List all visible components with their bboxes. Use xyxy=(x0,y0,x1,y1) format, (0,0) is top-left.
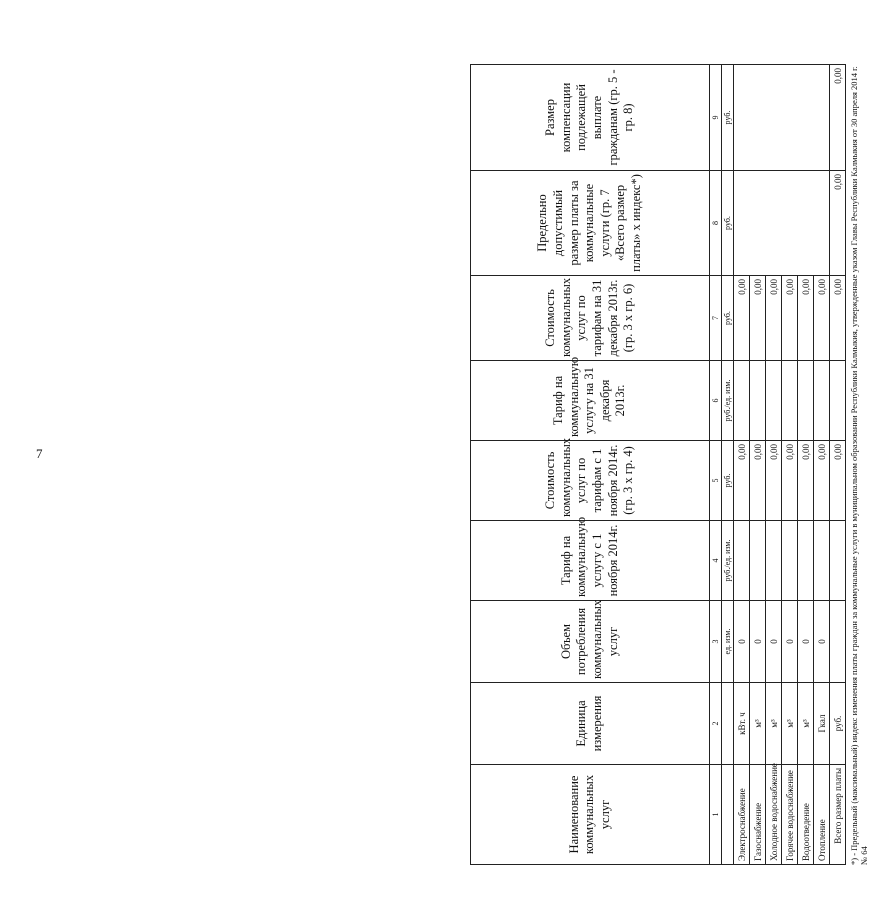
header-volume: Объем потребления коммунальных услуг xyxy=(471,601,710,683)
service-name: Отопление xyxy=(814,765,830,865)
cost-2013: 0,00 xyxy=(766,276,782,361)
column-number: 3 xyxy=(710,601,722,683)
tariff-2014 xyxy=(798,521,814,601)
service-volume: 0 xyxy=(734,601,750,683)
cost-2013: 0,00 xyxy=(798,276,814,361)
header-unit: Единица измерения xyxy=(471,683,710,765)
tariff-2014 xyxy=(734,521,750,601)
unit-cell: руб. xyxy=(722,171,734,276)
compensation xyxy=(766,65,782,171)
service-volume: 0 xyxy=(750,601,766,683)
page-number: 7 xyxy=(36,446,43,461)
table-row xyxy=(782,65,798,865)
service-unit: м³ xyxy=(750,683,766,765)
unit-cell: руб. xyxy=(722,276,734,361)
header-service-name: Наименование коммунальных услуг xyxy=(471,765,710,865)
tariff-2013 xyxy=(782,361,798,441)
column-number: 6 xyxy=(710,361,722,441)
service-unit: м³ xyxy=(798,683,814,765)
column-number: 2 xyxy=(710,683,722,765)
service-unit: Гкал xyxy=(814,683,830,765)
unit-cell: руб./ед. изм. xyxy=(722,361,734,441)
column-number: 4 xyxy=(710,521,722,601)
tariff-2013 xyxy=(766,361,782,441)
tariff-2013 xyxy=(798,361,814,441)
service-name: Газоснабжение xyxy=(750,765,766,865)
service-volume: 0 xyxy=(814,601,830,683)
cost-2013: 0,00 xyxy=(750,276,766,361)
service-volume: 0 xyxy=(782,601,798,683)
cost-2014: 0,00 xyxy=(782,441,798,521)
unit-cell: ед. изм. xyxy=(722,601,734,683)
compensation xyxy=(734,65,750,171)
column-number-row xyxy=(710,65,722,865)
service-volume: 0 xyxy=(798,601,814,683)
column-number: 7 xyxy=(710,276,722,361)
cost-2013: 0,00 xyxy=(734,276,750,361)
footnote: *) - Предельный (максимальный) индекс изменения платы граждан за коммунальные услуги в муниципальном образовании Республики Калмыкия, утвержденные указом Главы Республики Калмыкия от 30 апреля 2014 г. № 64 xyxy=(849,66,870,865)
tariff-2014 xyxy=(782,521,798,601)
total-volume xyxy=(830,601,846,683)
column-number: 5 xyxy=(710,441,722,521)
cost-2013: 0,00 xyxy=(814,276,830,361)
cost-2014: 0,00 xyxy=(734,441,750,521)
header-row xyxy=(471,65,710,865)
compensation xyxy=(782,65,798,171)
unit-cell: руб./ед. изм. xyxy=(722,521,734,601)
payment-limit xyxy=(814,171,830,276)
unit-cell: руб. xyxy=(722,441,734,521)
header-payment-limit: Предельно допустимый размер платы за коммунальные услуги (гр. 7 «Всего размер платы» х индекс*) xyxy=(471,171,710,276)
unit-cell: руб. xyxy=(722,65,734,171)
tariff-2013 xyxy=(750,361,766,441)
payment-limit xyxy=(734,171,750,276)
compensation xyxy=(814,65,830,171)
cost-2014: 0,00 xyxy=(750,441,766,521)
tariff-2014 xyxy=(766,521,782,601)
tariff-2014 xyxy=(750,521,766,601)
table-row xyxy=(766,65,782,865)
service-unit: м³ xyxy=(782,683,798,765)
header-cost-2013: Стоимость коммунальных услуг по тарифам на 31 декабря 2013г. (гр. 3 х гр. 6) xyxy=(471,276,710,361)
table-row xyxy=(814,65,830,865)
total-payment-limit: 0,00 xyxy=(830,171,846,276)
cost-2013: 0,00 xyxy=(782,276,798,361)
unit-cell xyxy=(722,683,734,765)
payment-limit xyxy=(750,171,766,276)
service-name: Электроснабжение xyxy=(734,765,750,865)
payment-limit xyxy=(782,171,798,276)
service-name: Водоотведение xyxy=(798,765,814,865)
header-compensation: Размер компенсации подлежащей выплате гражданам (гр. 5 - гр. 8) xyxy=(471,65,710,171)
total-cost-2014: 0,00 xyxy=(830,441,846,521)
header-cost-2014: Стоимость коммунальных услуг по тарифам с 1 ноября 2014г. (гр. 3 х гр. 4) xyxy=(471,441,710,521)
table-row xyxy=(798,65,814,865)
unit-cell xyxy=(722,765,734,865)
tariff-2013 xyxy=(734,361,750,441)
total-tariff-2013 xyxy=(830,361,846,441)
tariff-2014 xyxy=(814,521,830,601)
cost-2014: 0,00 xyxy=(814,441,830,521)
column-number: 9 xyxy=(710,65,722,171)
header-tariff-2014: Тариф на коммунальную услугу с 1 ноября 2014г. xyxy=(471,521,710,601)
tariff-2013 xyxy=(814,361,830,441)
service-name: Горячее водоснабжение xyxy=(782,765,798,865)
rotated-table-wrapper xyxy=(470,0,890,865)
total-tariff-2014 xyxy=(830,521,846,601)
column-number: 8 xyxy=(710,171,722,276)
table-row xyxy=(734,65,750,865)
cost-2014: 0,00 xyxy=(798,441,814,521)
header-tariff-2013: Тариф на коммунальную услугу на 31 декабря 2013г. xyxy=(471,361,710,441)
compensation xyxy=(798,65,814,171)
service-volume: 0 xyxy=(766,601,782,683)
payment-limit xyxy=(798,171,814,276)
service-unit: м³ xyxy=(766,683,782,765)
column-number: 1 xyxy=(710,765,722,865)
compensation-table xyxy=(470,64,846,865)
cost-2014: 0,00 xyxy=(766,441,782,521)
service-unit: кВт. ч xyxy=(734,683,750,765)
total-label: Всего размер платы xyxy=(830,765,846,865)
total-cost-2013: 0,00 xyxy=(830,276,846,361)
payment-limit xyxy=(766,171,782,276)
total-row xyxy=(830,65,846,865)
service-name: Холодное водоснабжение xyxy=(766,765,782,865)
compensation xyxy=(750,65,766,171)
total-compensation: 0,00 xyxy=(830,65,846,171)
units-row xyxy=(722,65,734,865)
table-row xyxy=(750,65,766,865)
total-unit: руб. xyxy=(830,683,846,765)
